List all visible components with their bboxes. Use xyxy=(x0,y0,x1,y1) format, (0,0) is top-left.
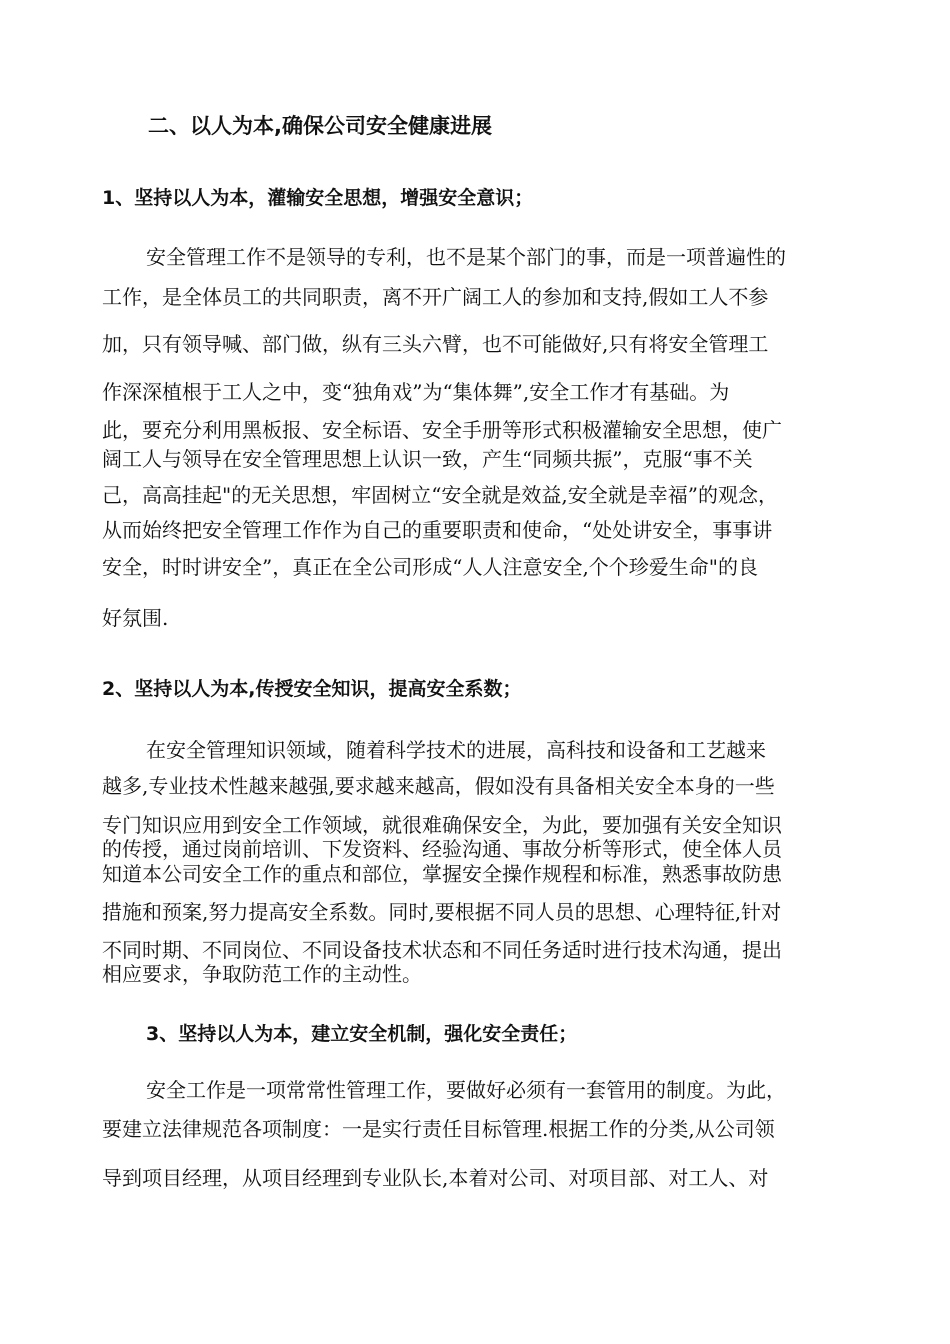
section3-line: 导到项目经理，从项目经理到专业队长,本着对公司、对项目部、对工人、对 xyxy=(102,1166,769,1190)
section1-heading: 1、坚持以人为本，灌输安全思想，增强安全意识； xyxy=(102,187,534,209)
section2-line: 越多,专业技术性越来越强,要求越来越高，假如没有具备相关安全本身的一些 xyxy=(102,774,775,798)
section1-line: 加，只有领导喊、部门做，纵有三头六臂，也不可能做好,只有将安全管理工 xyxy=(102,332,769,356)
section1-line: 此，要充分利用黑板报、安全标语、安全手册等形式积极灌输安全思想，使广 xyxy=(102,418,782,442)
section2-line: 措施和预案,努力提高安全系数。同时,要根据不同人员的思想、心理特征,针对 xyxy=(102,900,782,924)
section2-line: 在安全管理知识领域，随着科学技术的进展，高科技和设备和工艺越来 xyxy=(146,738,766,762)
section2-line: 不同时期、不同岗位、不同设备技术状态和不同任务适时进行技术沟通，提出 xyxy=(102,938,782,962)
section1-line: 安全，时时讲安全”，真正在全公司形成“人人注意安全,个个珍爱生命"的良 xyxy=(102,555,759,579)
section1-line: 己，高高挂起"的无关思想，牢固树立“安全就是效益,安全就是幸福”的观念， xyxy=(102,483,779,507)
section1-line: 作深深植根于工人之中，变“独角戏”为“集体舞”,安全工作才有基础。为 xyxy=(102,380,730,404)
section1-line: 好氛围. xyxy=(102,606,169,630)
section2-heading: 2、坚持以人为本,传授安全知识，提高安全系数； xyxy=(102,678,522,700)
section-title: 二、以人为本,确保公司安全健康进展 xyxy=(148,114,492,138)
section2-line: 专门知识应用到安全工作领域，就很难确保安全，为此，要加强有关安全知识 xyxy=(102,813,782,837)
section2-line: 相应要求，争取防范工作的主动性。 xyxy=(102,962,422,986)
section2-line: 知道本公司安全工作的重点和部位，掌握安全操作规程和标准，熟悉事故防患 xyxy=(102,862,782,886)
section2-line: 的传授，通过岗前培训、下发资料、经验沟通、事故分析等形式，使全体人员 xyxy=(102,837,782,861)
section3-heading: 3、坚持以人为本，建立安全机制，强化安全责任； xyxy=(146,1023,578,1045)
section1-line: 安全管理工作不是领导的专利，也不是某个部门的事，而是一项普遍性的 xyxy=(146,245,786,269)
section1-line: 从而始终把安全管理工作作为自己的重要职责和使命，“处处讲安全，事事讲 xyxy=(102,518,773,542)
section3-line: 要建立法律规范各项制度：一是实行责任目标管理.根据工作的分类,从公司领 xyxy=(102,1117,775,1141)
section1-line: 工作，是全体员工的共同职责，离不开广阔工人的参加和支持,假如工人不参 xyxy=(102,285,769,309)
section3-line: 安全工作是一项常常性管理工作，要做好必须有一套管用的制度。为此， xyxy=(146,1078,786,1102)
section1-line: 阔工人与领导在安全管理思想上认识一致，产生“同频共振”，克服“事不关 xyxy=(102,447,753,471)
